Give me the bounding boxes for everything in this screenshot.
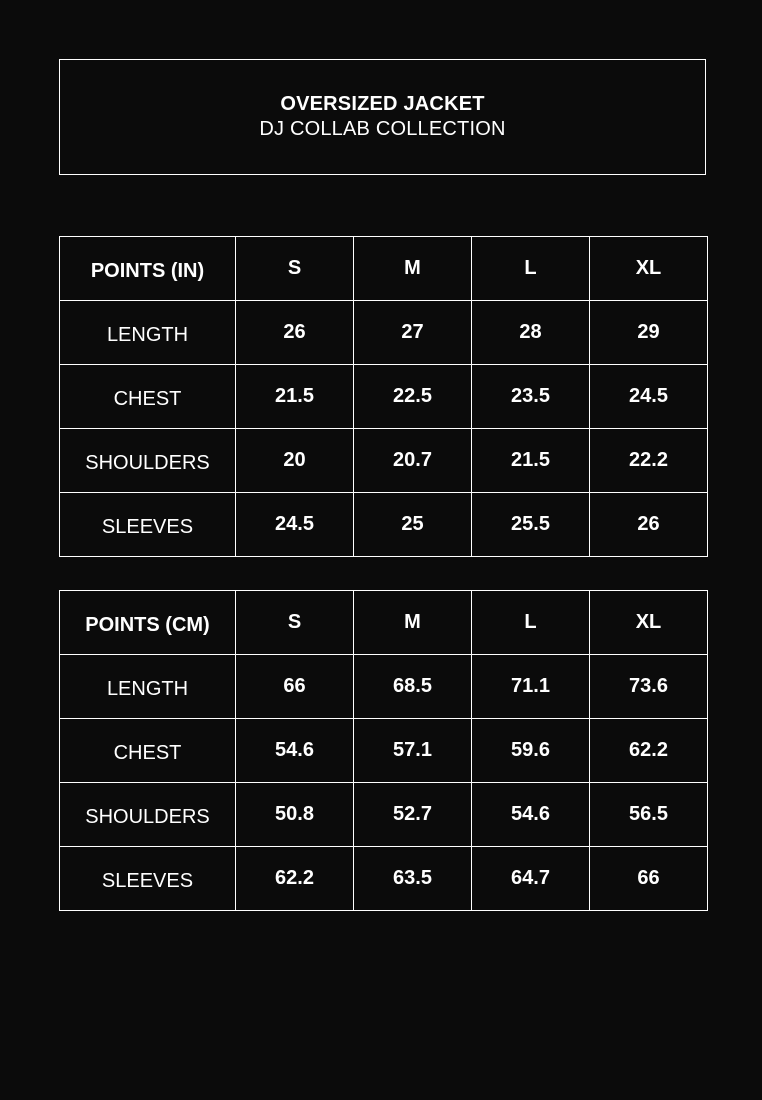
table-cell: 25.5 [472, 493, 590, 557]
table-cell: 26 [590, 493, 708, 557]
table-cell: 20 [236, 429, 354, 493]
table-cell: 25 [354, 493, 472, 557]
table-cell: 62.2 [236, 847, 354, 911]
column-header-size: M [354, 237, 472, 301]
size-chart-inches [59, 236, 708, 557]
table-cell: 23.5 [472, 365, 590, 429]
table-cell: 66 [590, 847, 708, 911]
table-row [60, 301, 708, 365]
page-title: OVERSIZED JACKET [280, 93, 485, 115]
table-cell: 73.6 [590, 655, 708, 719]
table-cell: 63.5 [354, 847, 472, 911]
column-header-points: POINTS (IN) [60, 237, 236, 301]
column-header-size: XL [590, 237, 708, 301]
row-label: LENGTH [60, 301, 236, 365]
row-label: SHOULDERS [60, 783, 236, 847]
table-cell: 64.7 [472, 847, 590, 911]
page-subtitle: DJ COLLAB COLLECTION [259, 118, 506, 140]
table-cell: 20.7 [354, 429, 472, 493]
table-header-row [60, 237, 708, 301]
size-chart-centimeters [59, 590, 708, 911]
row-label: CHEST [60, 365, 236, 429]
table-cell: 22.5 [354, 365, 472, 429]
title-box [59, 59, 706, 175]
table-cell: 50.8 [236, 783, 354, 847]
table-row [60, 493, 708, 557]
table-cell: 66 [236, 655, 354, 719]
row-label: SHOULDERS [60, 429, 236, 493]
table-row [60, 847, 708, 911]
table-cell: 29 [590, 301, 708, 365]
table-cell: 21.5 [236, 365, 354, 429]
table-cell: 26 [236, 301, 354, 365]
table-cell: 54.6 [236, 719, 354, 783]
table-row [60, 365, 708, 429]
table-cell: 22.2 [590, 429, 708, 493]
table-cell: 52.7 [354, 783, 472, 847]
column-header-size: L [472, 237, 590, 301]
row-label: LENGTH [60, 655, 236, 719]
table-row [60, 429, 708, 493]
column-header-size: S [236, 237, 354, 301]
column-header-size: M [354, 591, 472, 655]
table-row [60, 783, 708, 847]
table-cell: 56.5 [590, 783, 708, 847]
table-cell: 24.5 [236, 493, 354, 557]
column-header-size: XL [590, 591, 708, 655]
row-label: SLEEVES [60, 493, 236, 557]
table-cell: 28 [472, 301, 590, 365]
table-cell: 71.1 [472, 655, 590, 719]
table-cell: 24.5 [590, 365, 708, 429]
table-row [60, 719, 708, 783]
table-cell: 59.6 [472, 719, 590, 783]
column-header-points: POINTS (CM) [60, 591, 236, 655]
column-header-size: L [472, 591, 590, 655]
row-label: SLEEVES [60, 847, 236, 911]
table-cell: 57.1 [354, 719, 472, 783]
table-cell: 68.5 [354, 655, 472, 719]
row-label: CHEST [60, 719, 236, 783]
table-cell: 27 [354, 301, 472, 365]
table-cell: 21.5 [472, 429, 590, 493]
column-header-size: S [236, 591, 354, 655]
table-cell: 54.6 [472, 783, 590, 847]
table-row [60, 655, 708, 719]
table-header-row [60, 591, 708, 655]
table-cell: 62.2 [590, 719, 708, 783]
